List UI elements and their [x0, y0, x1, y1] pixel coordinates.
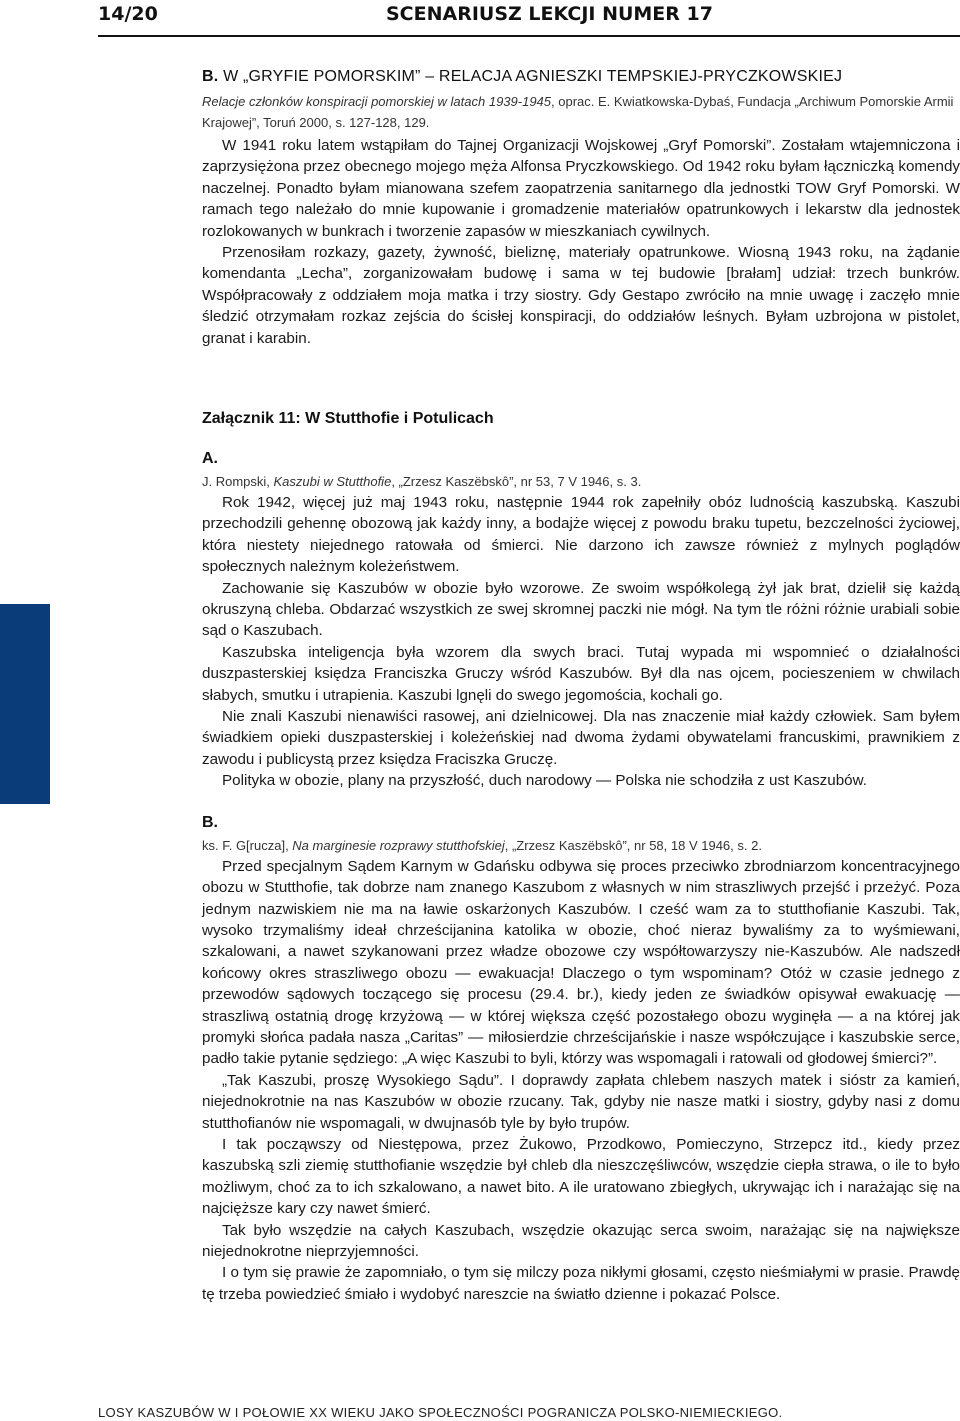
paragraph: Kaszubska inteligencja była wzorem dla swych braci. Tutaj wypada mi wspomnieć o działalności duszpasterskiej księdza Franciszka Gruczy wśród Kaszubów. Był dla nas ojcem, pocieszeniem w chwilach słabych, smutku i utrapienia. Kaszubi lgnęli do swego jegomościa, kochali go. — [202, 643, 960, 704]
paragraph: Przed specjalnym Sądem Karnym w Gdańsku odbywa się proces przeciwko zbrodniarzom koncentracyjnego obozu w Stutthofie, tak dobrze nam znanego Kaszubom z własnych w nim straszliwych przejść i przeżyć. Poza jednym nazwiskiem nie ma na ławie oskarżonych Kaszubów. I cześć wam za to stutthofianie Kaszubi. Tak, wysoko trzymaliśmy ideał chrześcijanina katolika w obozie, choć nieraz bywaliśmy za to wyśmiewani, szkalowani, a nawet szykanowani przez władze obozowe czy współtowarzyszy nie-Kaszubów. Ale nadszedł końcowy okres straszliwego obozu — ewakuacja! Dlaczego o tym wspominam? Otóż w czasie jednego z przewodów sądowych toczącego się procesu (29.4. br.), kiedy jeden ze świadków opisywał ewakuację — straszliwą ostatnią drogę krzyżową — w której większa część pozostałego obozu wyginęła — a na której jak promyki słońca padała nasza „Caritas” — miłosierdzie chrześcijańskie i nasze współczujące i kaszubskie serce, padło takie pytanie sędziego: „A więc Kaszubi to byli, którzy was wspomagali i ratowali od głodowej śmierci?”. — [202, 857, 960, 1068]
section-citation — [202, 91, 960, 133]
part-b-citation — [202, 835, 960, 856]
header-rule — [98, 35, 960, 37]
citation-rest: , oprac. E. Kwiatkowska-Dybaś, Fundacja „Archiwum Pomorskie Armii Krajowej”, Toruń 2000, s. 127-128, 129. — [202, 94, 954, 130]
paragraph: Zachowanie się Kaszubów w obozie było wzorowe. Ze swoim współkolegą żył jak brat, dzielił się każdą okruszyną chleba. Obdarzać wszystkich ze swej skromnej paczki nie mógł. Na tym tle różni różnie urabiali sobie sąd o Kaszubach. — [202, 579, 960, 640]
section-b-relacja — [202, 66, 960, 349]
page-header — [0, 0, 960, 38]
annex-11 — [202, 410, 960, 1305]
citation-rest: , „Zrzesz Kaszëbskô”, nr 53, 7 V 1946, s. 3. — [391, 474, 642, 489]
section-title-text: W „GRYFIE POMORSKIM” – RELACJA AGNIESZKI TEMPSKIEJ-PRYCZKOWSKIEJ — [223, 68, 843, 85]
citation-author: J. Rompski, — [202, 474, 274, 489]
paragraph: W 1941 roku latem wstąpiłam do Tajnej Organizacji Wojskowej „Gryf Pomorski”. Zostałam wtajemniczona i zaprzysiężona przez obecnego mojego męża Alfonsa Pryczkowskiego. Od 1942 roku byłam łączniczką komendy naczelnej. Ponadto byłam mianowana szefem zaopatrzenia sanitarnego dla jednostki TOW Gryf Pomorski. W ramach tego należało do mnie kupowanie i gromadzenie materiałów opatrunkowych i lekarstw dla jednostek rozlokowanych w bunkrach i tworzenie zapasów w mieszkaniach cywilnych. — [202, 137, 960, 240]
citation-title: Kaszubi w Stutthofie — [273, 474, 392, 489]
citation-title: Relacje członków konspiracji pomorskiej w latach 1939-1945 — [202, 94, 552, 109]
header-title: SCENARIUSZ LEKCJI NUMER 17 — [386, 3, 713, 25]
paragraph: I tak począwszy od Niestępowa, przez Żukowo, Przodkowo, Pomieczyno, Strzepcz itd., kiedy przez kaszubską szli ziemię stutthofianie wszędzie był chleb dla nieszczęśliwców, wszędzie ciepła strawa, o ile to było możliwym, choć za to ich szkalowano, a nawet bito. A ile uratowano zbiegłych, ukrywając ich i narażając się na najcięższe kary czy nawet śmierć. — [202, 1135, 960, 1218]
paragraph: Tak było wszędzie na całych Kaszubach, wszędzie okazując serca swoim, narażając się na największe niejednokrotne nieprzyjemności. — [202, 1221, 960, 1260]
citation-author: ks. F. G[rucza], — [202, 837, 293, 853]
annex-title: Załącznik 11: W Stutthofie i Potulicach — [202, 410, 494, 427]
part-b-letter: B. — [202, 813, 218, 831]
part-a-letter: A. — [202, 450, 218, 467]
paragraph: I o tym się prawie że zapomniało, o tym się milczy poza nikłymi głosami, często nieśmiałymi w prasie. Prawdę tę trzeba powiedzieć śmiało i wydobyć nareszcie na światło dzienne i pokazać Polsce. — [202, 1264, 960, 1303]
side-color-bar — [0, 604, 50, 804]
paragraph: Przenosiłam rozkazy, gazety, żywność, bieliznę, materiały opatrunkowe. Wiosną 1943 roku, na żądanie komendanta „Lecha”, zorganizowałam budowę i sama w tej budowie [brałam] udział: trzech bunkrów. Współpracowały z oddziałem moja matka i trzy siostry. Gdy Gestapo zwróciło na mnie uwagę i zaczęło mnie śledzić otrzymałam rozkaz zejścia do ścisłej konspiracji, do oddziałów leśnych. Byłam uzbrojona w pistolet, granat i karabin. — [202, 244, 960, 347]
paragraph: Rok 1942, więcej już maj 1943 roku, następnie 1944 rok zapełniły obóz ludnością kaszubską. Kaszubi przechodzili gehennę obozową jak każdy inny, a bodajże więcej z powodu braku tupetu, bezczelności życiowej, która niestety niejednego ratowała od śmierci. Nie darzono ich zawsze również z mylnych poglądów społecznych należnym koleżeństwem. — [202, 494, 960, 576]
page-number: 14/20 — [98, 3, 158, 25]
paragraph: „Tak Kaszubi, proszę Wysokiego Sądu”. I doprawdy zapłata chlebem naszych matek i sióstr za kamień, niejednokrotnie na nas Kaszubów w obozie rzucany. Tak, gdyby nie nasze matki i siostry, gdyby nasi z domu stutthofianów nie wspomagali, w dwujnasób tyle by było trupów. — [202, 1071, 960, 1132]
part-a-citation — [202, 471, 960, 492]
citation-rest: , „Zrzesz Kaszëbskô”, nr 58, 18 V 1946, s. 2. — [504, 837, 762, 853]
paragraph: Nie znali Kaszubi nienawiści rasowej, ani dzielnicowej. Dla nas znaczenie miał każdy człowiek. Sam byłem świadkiem opieki duszpasterskiej i koleżeńskiej nad dwoma żydami obywatelami francuskimi, prawnikiem z zawodu i publicystą przez księdza Fraciszka Gruczę. — [202, 708, 960, 768]
section-letter: B. — [202, 68, 219, 85]
page-footer: LOSY KASZUBÓW W I POŁOWIE XX WIEKU JAKO SPOŁECZNOŚCI POGRANICZA POLSKO-NIEMIECKIEGO. — [98, 1405, 783, 1420]
section-title — [202, 66, 960, 88]
paragraph: Polityka w obozie, plany na przyszłość, duch narodowy — Polska nie schodziła z ust Kaszubów. — [222, 772, 867, 790]
citation-title: Na marginesie rozprawy stutthofskiej — [292, 837, 505, 853]
